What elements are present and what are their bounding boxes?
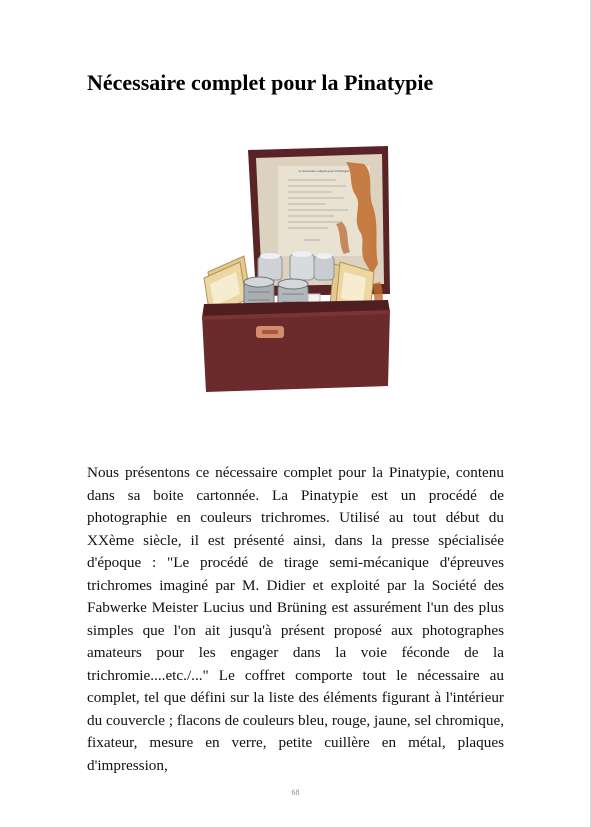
lid-heading-text: Le nécessaire complet pour la Pinatypie [298,169,350,173]
body-paragraph: Nous présentons ce nécessaire complet pour la Pinatypie, contenu dans sa boite cartonnée. La Pinatypie est un procédé de photographie en couleurs trichromes. Utilisé au tout début du XXème siècle, il est présenté ainsi, dans la presse spécialisée d'époque : "Le procédé de tirage semi-mécanique d'épreuves trichromes imaginé par M. Didier et exploité par la Société des Fabwerke Meister Lucius und Brüning est assurément l'un des plus simples que l'on ait jusqu'à présent proposé aux photographes amateurs pour les engager dans la voie féconde de la trichromie....etc./..." Le coffret comporte tout le nécessaire au complet, tel que défini sur la liste des éléments figurant à l'intérieur du couvercle ; flacons de couleurs bleu, rouge, jaune, sel chromique, fixateur, mesure en verre, petite cuillère en métal, plaques d'impression, [87,464,504,774]
page-title: Nécessaire complet pour la Pinatypie [87,70,434,95]
pinatypie-box-photo [196,144,396,394]
box-clasp [256,326,284,338]
box-body [202,310,390,392]
page-number: 68 [291,788,300,797]
